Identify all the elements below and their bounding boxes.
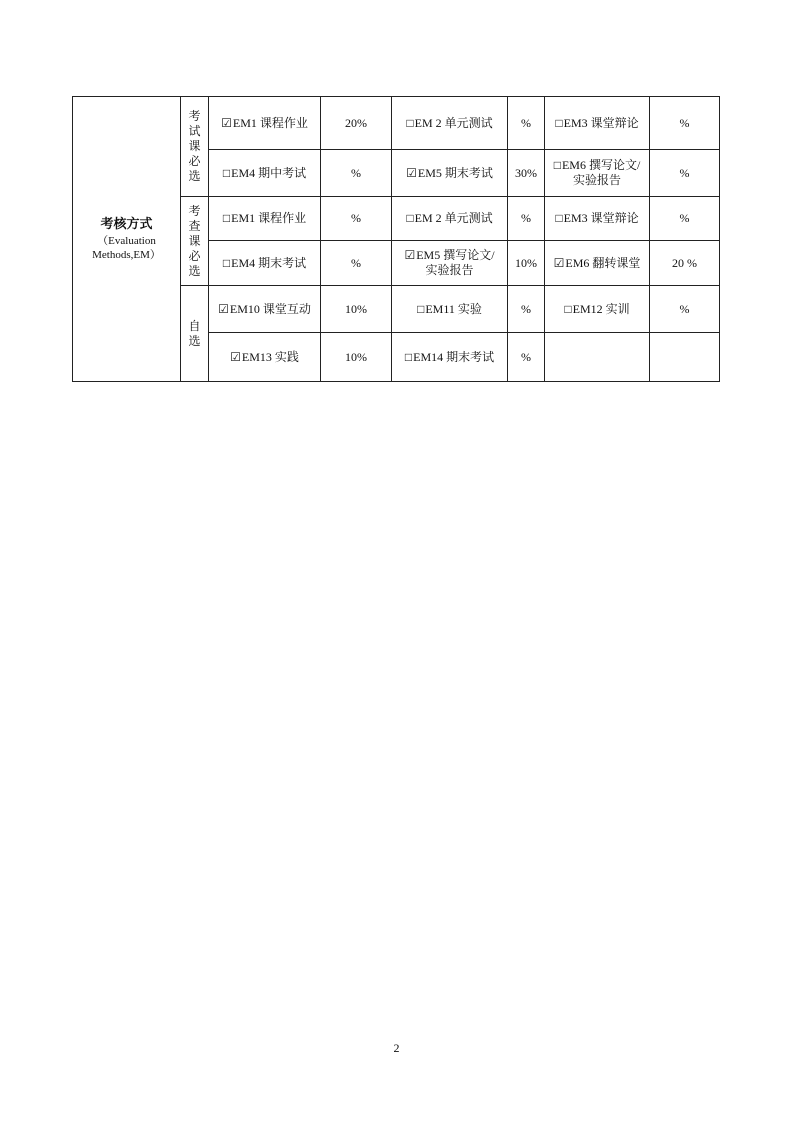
percent-cell: % [650,286,720,333]
percent-cell: 20 % [650,241,720,286]
percent-cell: % [508,97,545,150]
method-cell: ☑EM13 实践 [209,333,321,382]
method-cell: ☑EM5 撰写论文/ 实验报告 [392,241,508,286]
checkbox-icon[interactable]: □ [222,165,231,180]
checkbox-icon[interactable]: ☑ [404,248,416,262]
category-subtitle-line2: Methods,EM） [92,249,161,261]
percent-cell: % [508,333,545,382]
checkbox-icon[interactable]: ☑ [218,301,229,316]
group-label-exam: 考 试 课 必 选 [181,97,209,197]
method-cell: □EM 2 单元测试 [392,197,508,241]
checkbox-icon[interactable]: □ [406,115,414,130]
evaluation-methods-table [72,96,720,382]
method-cell: □EM1 课程作业 [209,197,321,241]
page-number: 2 [393,1041,400,1055]
checkbox-icon[interactable]: □ [564,301,572,316]
empty-cell [650,333,720,382]
method-cell: □EM 2 单元测试 [392,97,508,150]
checkbox-icon[interactable]: □ [555,211,563,225]
category-title: 考核方式 [100,217,153,232]
percent-cell: % [321,197,392,241]
method-cell: □EM4 期末考试 [209,241,321,286]
group-label-elective: 自 选 [181,286,209,382]
checkbox-icon[interactable]: □ [555,115,563,130]
group-label-assessment: 考 查 课 必 选 [181,197,209,286]
method-cell: ☑EM6 翻转课堂 [545,241,650,286]
checkbox-icon[interactable]: ☑ [221,115,232,130]
checkbox-icon[interactable]: □ [404,349,413,364]
percent-cell: % [650,97,720,150]
method-cell: □EM3 课堂辩论 [545,197,650,241]
method-cell: □EM12 实训 [545,286,650,333]
checkbox-icon[interactable]: □ [222,211,231,225]
checkbox-icon[interactable]: □ [222,255,231,270]
percent-cell: 10% [508,241,545,286]
percent-cell: % [508,197,545,241]
method-cell: □EM14 期末考试 [392,333,508,382]
percent-cell: % [508,286,545,333]
empty-cell [545,333,650,382]
checkbox-icon[interactable]: □ [553,158,561,172]
percent-cell: % [321,150,392,197]
method-cell: □EM3 课堂辩论 [545,97,650,150]
percent-cell: 10% [321,286,392,333]
method-cell: ☑EM5 期末考试 [392,150,508,197]
percent-cell: % [650,197,720,241]
checkbox-icon[interactable]: □ [417,301,425,316]
checkbox-icon[interactable]: ☑ [406,165,417,180]
category-subtitle-line1: （Evaluation [97,235,156,247]
checkbox-icon[interactable]: □ [406,211,414,225]
method-cell: □EM11 实验 [392,286,508,333]
category-cell [73,97,181,382]
checkbox-icon[interactable]: ☑ [230,349,241,364]
method-cell: ☑EM1 课程作业 [209,97,321,150]
percent-cell: 10% [321,333,392,382]
method-cell: □EM6 撰写论文/ 实验报告 [545,150,650,197]
percent-cell: 20% [321,97,392,150]
percent-cell: % [650,150,720,197]
method-cell: ☑EM10 课堂互动 [209,286,321,333]
percent-cell: % [321,241,392,286]
table-row [73,97,720,150]
method-cell: □EM4 期中考试 [209,150,321,197]
checkbox-icon[interactable]: ☑ [553,255,565,270]
percent-cell: 30% [508,150,545,197]
